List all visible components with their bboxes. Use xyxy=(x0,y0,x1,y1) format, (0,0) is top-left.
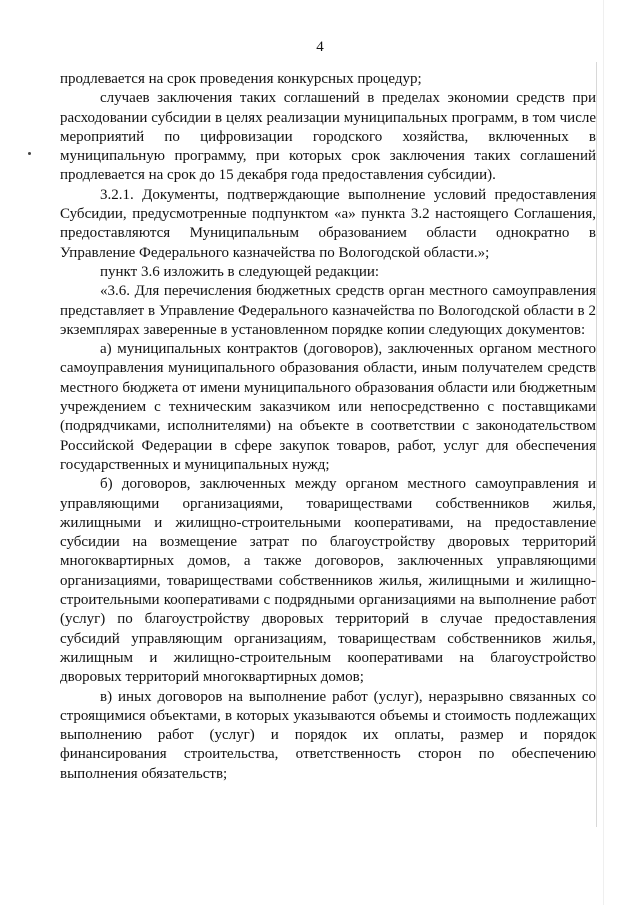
margin-dot xyxy=(28,152,31,155)
paragraph-savings-case: случаев заключения таких соглашений в пределах экономии средств при расходовании субсидии в целях реализации муниципальных программ, в том числе мероприятий по цифровизации городского хозяйства, включенных в муниципальную программу, при которых срок заключения таких соглашений продлевается на срок до 15 декабря года предоставления субсидии). xyxy=(60,90,596,184)
paragraph-3-6: «3.6. Для перечисления бюджетных средств орган местного самоуправления представляет в Управление Федерального казначейства по Вологодской области в 2 экземплярах заверенные в установленном порядке копии следующих документов: xyxy=(60,283,596,338)
document-body xyxy=(60,70,596,784)
paragraph-3-2-1: 3.2.1. Документы, подтверждающие выполнение условий предоставления Субсидии, предусмотренные подпунктом «а» пункта 3.2 настоящего Соглашения, предоставляются Муниципальным образованием области однократно в Управление Федерального казначейства по Вологодской области.»; xyxy=(60,186,596,261)
list-item-v: в) иных договоров на выполнение работ (услуг), неразрывно связанных со строящимися объектами, в которых указываются объемы и стоимость подлежащих выполнению работ (услуг) и порядок их оплаты, размер и порядок финансирования строительства, ответственность сторон по обеспечению выполнения обязательств; xyxy=(60,688,596,782)
paragraph-amend-3-6: пункт 3.6 изложить в следующей редакции: xyxy=(100,263,380,280)
page-edge-line xyxy=(596,62,597,827)
scan-edge-line xyxy=(603,0,604,905)
list-item-b: б) договоров, заключенных между органом местного самоуправления и управляющими организациями, товариществами собственников жилья, жилищными и жилищно-строительными кооперативами, на предоставление субсидии на возмещение затрат по благоустройству дворовых территорий многоквартирных домов, а также договоров, заключенных управляющими организациями, товариществами собственников жилья, жилищными и жилищно-строительными кооперативами с подрядными организациями на выполнение работ (услуг) по благоустройству дворовых территорий в случае предоставления субсидий управляющим организациям, товариществам собственников жилья, жилищным и жилищно-строительным кооперативами на благоустройство дворовых территорий многоквартирных домов; xyxy=(60,476,596,686)
list-item-a: а) муниципальных контрактов (договоров), заключенных органом местного самоуправления муниципального образования области, иным получателем средств местного бюджета от имени муниципального образования области или бюджетным учреждением с техническим заказчиком или непосредственно с поставщиками (подрядчиками, исполнителями) на объекте в соответствии с законодательством Российской Федерации в сфере закупок товаров, работ, услуг для обеспечения государственных и муниципальных нужд; xyxy=(60,341,596,473)
paragraph-continuation: продлевается на срок проведения конкурсных процедур; xyxy=(60,71,422,87)
page-number: 4 xyxy=(316,39,324,55)
